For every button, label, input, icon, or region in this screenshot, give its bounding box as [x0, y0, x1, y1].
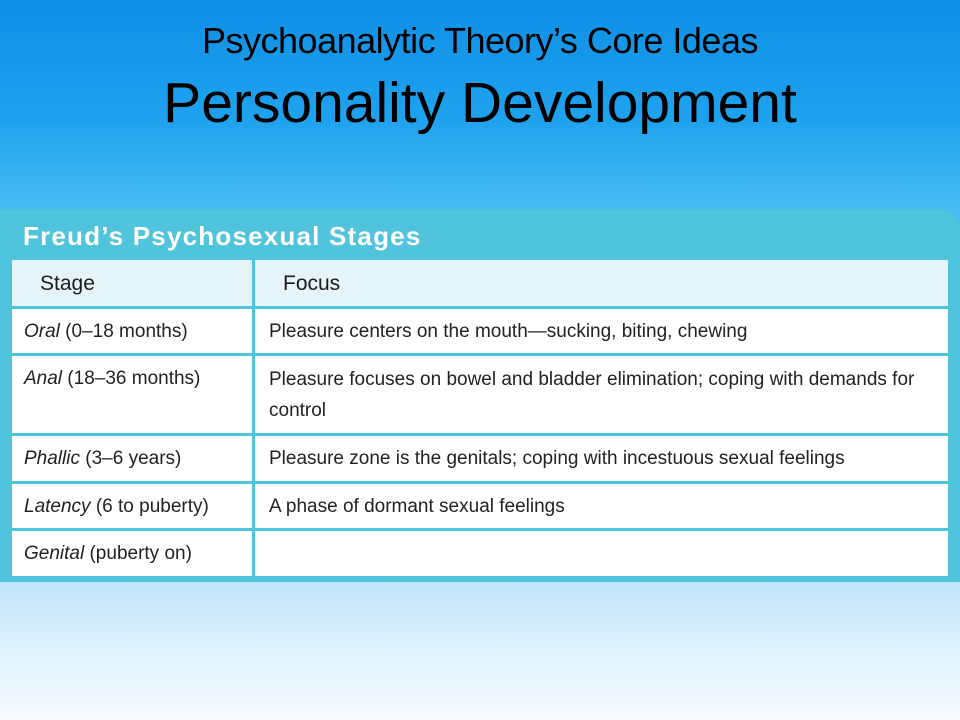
- focus-cell-latency: A phase of dormant sexual feelings: [255, 484, 948, 528]
- focus-cell-anal: Pleasure focuses on bowel and bladder elimination; coping with demands for control: [255, 356, 948, 433]
- stage-range: (3–6 years): [79, 448, 182, 469]
- stage-cell-latency: [12, 484, 252, 528]
- stage-cell-phallic: [12, 436, 252, 481]
- stages-table: [12, 260, 948, 573]
- focus-cell-genital: [255, 531, 948, 576]
- stage-range: (0–18 months): [59, 320, 188, 342]
- column-header-stage: Stage: [12, 260, 252, 306]
- focus-cell-phallic: Pleasure zone is the genitals; coping with incestuous sexual feelings: [255, 436, 948, 481]
- stage-cell-oral: [12, 309, 252, 353]
- stage-range: (18–36 months): [62, 368, 201, 389]
- slide-subtitle: Psychoanalytic Theory’s Core Ideas: [202, 20, 758, 61]
- stage-name: Anal: [24, 368, 63, 389]
- stage-name: Phallic: [24, 448, 80, 469]
- stage-cell-anal: [12, 356, 252, 433]
- slide-background-bottom: [0, 580, 960, 720]
- stage-name: Oral: [24, 320, 60, 342]
- slide-title: Personality Development: [163, 71, 797, 135]
- stage-name: Latency: [24, 495, 91, 517]
- stage-cell-genital: [12, 531, 252, 576]
- stage-range: (puberty on): [84, 543, 192, 564]
- stage-name: Genital: [24, 543, 85, 564]
- focus-cell-oral: Pleasure centers on the mouth—sucking, biting, chewing: [255, 309, 948, 353]
- stage-range: (6 to puberty): [90, 495, 209, 517]
- column-header-focus: Focus: [255, 260, 948, 306]
- table-caption: Freud’s Psychosexual Stages: [23, 221, 422, 251]
